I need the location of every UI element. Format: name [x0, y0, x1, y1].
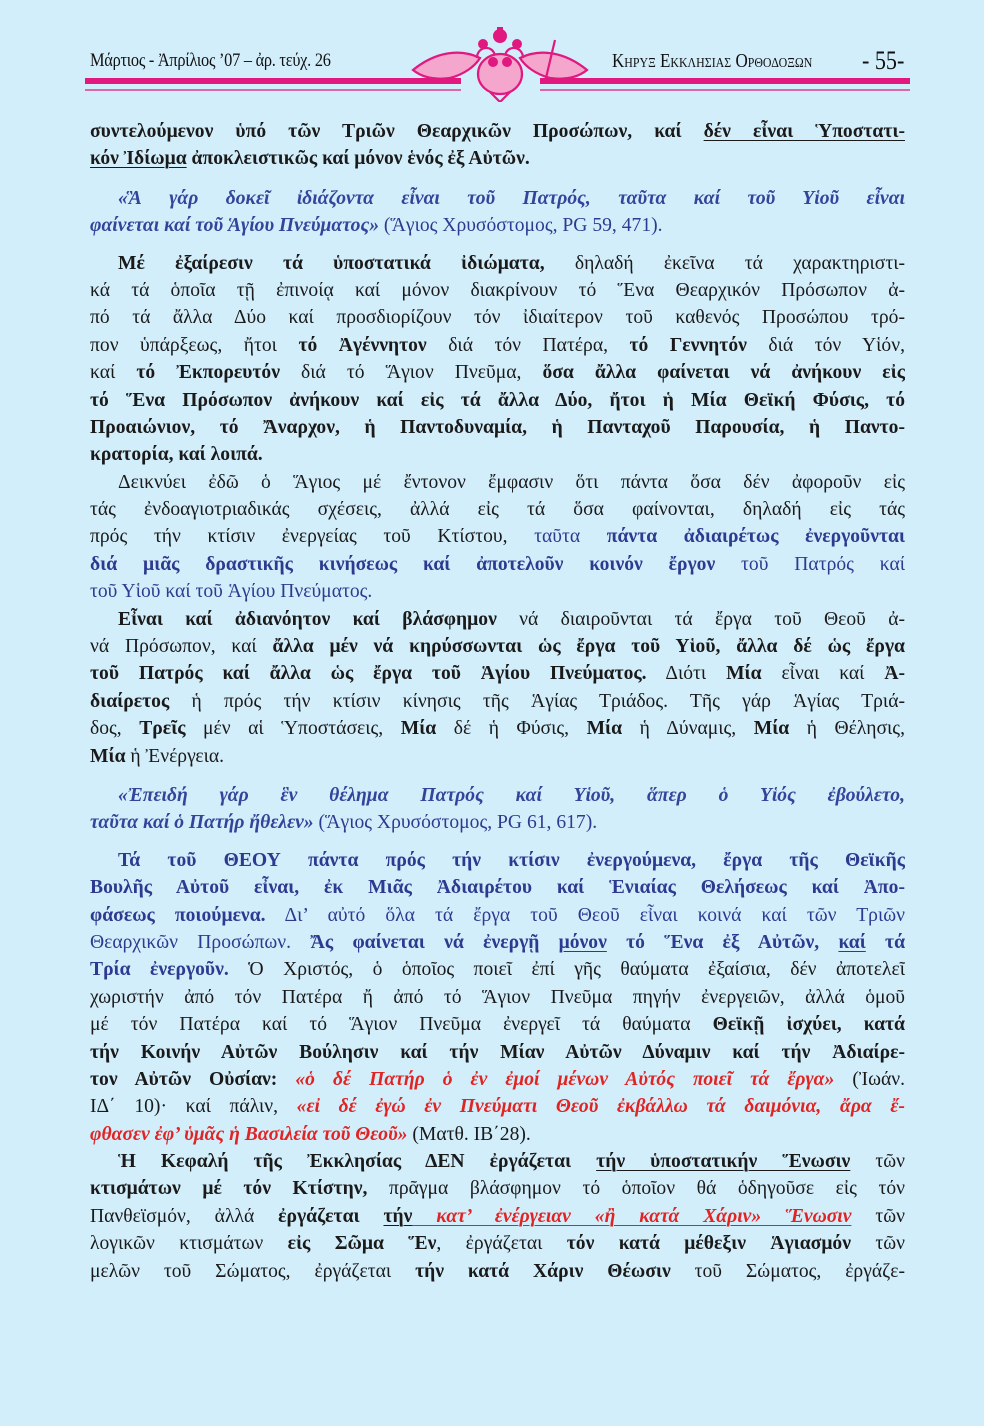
- text: χωριστήν ἀπό τόν Πατέρα ἤ ἀπό τό Ἅγιον Πνεῦμα πηγήν ἐνεργειῶν, ἀλλά ὁμοῦ: [90, 986, 905, 1008]
- text-line: [90, 1258, 905, 1285]
- blue-bold-text: τά: [865, 931, 905, 953]
- bold-text: Θεϊκῇ ἰσχύει, κατά: [712, 1014, 905, 1036]
- text-line: [90, 578, 905, 605]
- text-line: [90, 633, 905, 660]
- text: Δεικνύει ἐδῶ ὁ Ἅγιος μέ ἔντονον ἔμφασιν ὅτι πάντα ὅσα δέν ἀφοροῦν εἰς: [118, 471, 905, 493]
- text: τῶν: [850, 1151, 905, 1173]
- text-line: [90, 1011, 905, 1038]
- text: μέν αἱ Ὑποστάσεις,: [185, 718, 401, 740]
- text-line: [90, 1066, 905, 1093]
- article-body: [90, 118, 905, 1285]
- text-line: [90, 688, 905, 715]
- underlined-bold-text: καί: [838, 931, 866, 953]
- publication-title: Κηρυξ Εκκλησιας Ορθοδοξων: [612, 50, 813, 72]
- bold-text: ἀποκλειστικῶς καί μόνον ἑνός ἐξ Αὐτῶν.: [186, 148, 530, 170]
- text: διά τόν Πατέρα,: [426, 334, 630, 356]
- text-line: [90, 496, 905, 523]
- text: πρᾶγμα βλάσφημον τό ὁποῖον θά ὁδηγοῦσε εἰς τόν: [367, 1178, 905, 1200]
- bold-text: τήν Κοινήν Αὐτῶν Βούλησιν καί τήν Μίαν Αὐτῶν Δύναμιν καί τήν Ἀδιαίρε-: [90, 1041, 905, 1063]
- bold-text: τό Ἀγέννητον: [298, 334, 427, 356]
- bold-text: κτισμάτων μέ τόν Κτίστην,: [90, 1178, 368, 1200]
- blue-text: ταῦτα: [534, 526, 607, 548]
- bold-text: κρατορία, καί λοιπά.: [90, 444, 263, 466]
- text: μελῶν τοῦ Σώματος, ἐργάζεται: [90, 1260, 416, 1282]
- double-headed-eagle-icon: [405, 22, 595, 102]
- spacer: [90, 837, 905, 847]
- bold-text: Ἀ-: [884, 663, 905, 685]
- text: εἶναι καί: [761, 663, 885, 685]
- text-line: [90, 1039, 905, 1066]
- red-quote-text: φθασεν ἐφ’ ὑμᾶς ἡ Βασιλεία τοῦ Θεοῦ»: [90, 1123, 408, 1145]
- text-line: [90, 929, 905, 956]
- text: ἡ Θέλησις,: [789, 718, 905, 740]
- text: ἡ πρός τήν κτίσιν κίνησις τῆς Ἁγίας Τριάδος. Τῆς γάρ Ἁγίας Τριά-: [169, 690, 905, 712]
- text-line: [90, 304, 905, 331]
- text: δέ ἡ Φύσις,: [436, 718, 587, 740]
- text: ἡ Ἐνέργεια.: [125, 745, 225, 767]
- blue-bold-text: Τρία ἐνεργοῦν.: [90, 959, 229, 981]
- text-line: [90, 523, 905, 550]
- blue-bold-text: πάντα ἀδιαιρέτως ἐνεργοῦνται: [606, 526, 905, 548]
- citation: (Ἰωάν.: [834, 1068, 905, 1090]
- text: μέ τόν Πατέρα καί τό Ἅγιον Πνεῦμα ἐνεργεῖ τά θαύματα: [90, 1014, 713, 1036]
- spacer: [90, 173, 905, 185]
- bold-text: τό Γεννητόν: [629, 334, 747, 356]
- citation: (Ἅγιος Χρυσόστομος, PG 59, 471).: [379, 215, 663, 237]
- blue-bold-text: Τά τοῦ ΘΕΟΥ: [118, 849, 281, 871]
- text: , ἐργάζεται: [436, 1233, 567, 1255]
- text-line: [90, 902, 905, 929]
- text: λογικῶν κτισμάτων: [90, 1233, 288, 1255]
- text-line: [90, 1093, 905, 1120]
- text-line: [90, 359, 905, 386]
- bold-text: Μία: [726, 663, 762, 685]
- text-line: [90, 847, 905, 874]
- text: διά τό Ἅγιον Πνεῦμα,: [279, 362, 543, 384]
- text-line: [90, 874, 905, 901]
- text: ἡ Δύναμις,: [622, 718, 754, 740]
- text: τοῦ Σώματος, ἐργάζε-: [670, 1260, 905, 1282]
- bold-text: ὅσα ἄλλα φαίνεται νά ἀνήκουν εἰς: [542, 362, 905, 384]
- blue-bold-text: τό Ἕνα ἐξ Αὐτῶν,: [606, 931, 839, 953]
- bold-text: Τρεῖς: [139, 718, 186, 740]
- bold-text: Ἡ Κεφαλή τῆς Ἐκκλησίας ΔΕΝ ἐργάζεται: [118, 1151, 597, 1173]
- bold-text: Μέ ἐξαίρεσιν τά ὑποστατικά ἰδιώματα,: [118, 252, 545, 274]
- page-number: - 55-: [862, 46, 905, 75]
- underlined-bold-text: κόν Ἰδίωμα: [90, 148, 187, 170]
- spacer: [90, 770, 905, 782]
- text-line: [90, 743, 905, 770]
- bold-text: τό Ἕνα Πρόσωπον ἀνήκουν καί εἰς τά ἄλλα Δύο, ἤτοι ἡ Μία Θεϊκή Φύσις, τό: [90, 389, 905, 411]
- bold-text: ἐργάζεται: [278, 1205, 384, 1227]
- bold-text: τό Ἐκπορευτόν: [136, 362, 280, 384]
- text-line: [90, 250, 905, 277]
- bold-text: Μία: [586, 718, 623, 740]
- red-quote-text: «ὁ δέ Πατήρ ὁ ἐν ἐμοί μένων Αὐτός ποιεῖ τά ἔργα»: [295, 1068, 835, 1090]
- header-rule-right: [540, 78, 910, 84]
- quote-text: «Ἐπειδή γάρ ἓν θέλημα Πατρός καί Υἱοῦ, ἅπερ ὁ Υἱός ἐβούλετο,: [118, 784, 905, 806]
- text-line: [90, 1121, 905, 1148]
- quote-line: [90, 212, 905, 239]
- text: δος,: [90, 718, 140, 740]
- blue-bold-text: διά μιᾶς δραστικῆς κινήσεως καί ἀποτελοῦν κοινόν ἔργον: [90, 553, 716, 575]
- text: τῶν: [850, 1233, 905, 1255]
- citation: (Ματθ. ΙΒ΄28).: [407, 1123, 531, 1145]
- bold-text: εἰς Σῶμα Ἕν: [287, 1233, 437, 1255]
- text-line: [90, 1148, 905, 1175]
- text: νά Πρόσωπον, καί: [90, 636, 273, 658]
- bold-text: ἄλλα μέν νά κηρύσσωνται ὡς ἔργα τοῦ Υἱοῦ, ἄλλα δέ ὡς ἔργα: [272, 636, 905, 658]
- quote-line: [90, 809, 905, 836]
- text-line: [90, 145, 905, 172]
- text: πρός τήν κτίσιν ἐνεργείας τοῦ Κτίστου,: [90, 526, 535, 548]
- underlined-bold-text: δέν εἶναι Ὑποστατι-: [703, 121, 905, 142]
- text-line: [90, 1175, 905, 1202]
- red-quote-text: «εἰ δέ ἐγώ ἐν Πνεύματι Θεοῦ ἐκβάλλω τά δαιμόνια, ἄρα ἔ-: [296, 1096, 905, 1118]
- underlined-bold-text: τήν ὑποστατικήν Ἕνωσιν: [596, 1151, 851, 1173]
- bold-text: Μία: [400, 718, 437, 740]
- bold-text: συντελούμενον ὑπό τῶν Τριῶν Θεαρχικῶν Προσώπων, καί: [90, 121, 704, 142]
- text-line: [90, 551, 905, 578]
- bold-text: διαίρετος: [90, 690, 170, 712]
- quote-text: ταῦτα καί ὁ Πατήρ ἤθελεν»: [90, 812, 314, 834]
- text-line: [90, 715, 905, 742]
- text: πό τά ἄλλα Δύο καί προσδιορίζουν τόν ἰδιαίτερον τοῦ καθενός Προσώπου τρό-: [90, 307, 905, 329]
- bold-text: τοῦ Πατρός καί ἄλλα ὡς ἔργα τοῦ Ἁγίου Πνεύματος.: [90, 663, 647, 685]
- quote-text: φαίνεται καί τοῦ Ἁγίου Πνεύματος»: [90, 215, 379, 237]
- text-line: [90, 387, 905, 414]
- text: διά τόν Υἱόν,: [746, 334, 905, 356]
- issue-info: Μάρτιος - Ἀπρίλιος ’07 – ἀρ. τεύχ. 26: [90, 50, 331, 71]
- text-line: [90, 1203, 905, 1230]
- blue-bold-text: πάντα πρός τήν κτίσιν ἐνεργούμενα, ἔργα τῆς Θεϊκῆς: [280, 849, 905, 871]
- text: Ὁ Χριστός, ὁ ὁποῖος ποιεῖ ἐπί γῆς θαύματα ἐξαίσια, δέν ἀποτελεῖ: [228, 959, 905, 981]
- citation: (Ἅγιος Χρυσόστομος, PG 61, 617).: [313, 812, 598, 834]
- red-underlined-text: κατ’ ἐνέργειαν «ἢ κατά Χάριν» Ἕνωσιν: [412, 1205, 852, 1227]
- text: καί: [90, 362, 137, 384]
- text-line: [90, 441, 905, 468]
- bold-text: τον Αὐτῶν Οὐσίαν:: [90, 1068, 296, 1090]
- text: νά διαιροῦνται τά ἔργα τοῦ Θεοῦ ἀ-: [496, 608, 905, 630]
- text-line: [90, 414, 905, 441]
- blue-text: Θεαρχικῶν Προσώπων.: [90, 931, 311, 953]
- bold-text: Εἶναι καί ἀδιανόητον καί βλάσφημον: [118, 608, 497, 630]
- quote-line: [90, 185, 905, 212]
- header-rule-right-thin: [540, 89, 910, 91]
- text: τῶν: [851, 1205, 905, 1227]
- text-line: [90, 956, 905, 983]
- text: Διότι: [646, 663, 727, 685]
- text-line: [90, 469, 905, 496]
- blue-bold-text: φάσεως ποιούμενα.: [90, 904, 266, 926]
- text: ΙΔ΄ 10)· καί πάλιν,: [90, 1096, 297, 1118]
- text: κά τά ὁποῖα τῇ ἐπινοίᾳ καί μόνον διακρίνουν τό Ἕνα Θεαρχικόν Πρόσωπον ἀ-: [90, 279, 905, 301]
- blue-text: Δι’ αὐτό ὅλα τά ἔργα τοῦ Θεοῦ εἶναι κοινά καί τῶν Τριῶν: [265, 904, 905, 926]
- text-line: [90, 332, 905, 359]
- underlined-bold-text: τήν: [383, 1205, 413, 1227]
- blue-bold-text: Βουλῆς Αὐτοῦ εἶναι, ἐκ Μιᾶς Ἀδιαιρέτου καί Ἑνιαίας Θελήσεως καί Ἀπο-: [90, 877, 905, 899]
- blue-text: τοῦ Υἱοῦ καί τοῦ Ἁγίου Πνεύματος.: [90, 581, 373, 603]
- text-line: [90, 606, 905, 633]
- bold-text: τήν κατά Χάριν Θέωσιν: [415, 1260, 671, 1282]
- text-line: [90, 118, 905, 145]
- text-line: [90, 984, 905, 1011]
- bold-text: τόν κατά μέθεξιν Ἁγιασμόν: [566, 1233, 851, 1255]
- spacer: [90, 240, 905, 250]
- text: πον ὑπάρξεως, ἤτοι: [90, 334, 299, 356]
- text-line: [90, 660, 905, 687]
- blue-text: τοῦ Πατρός καί: [715, 553, 905, 575]
- quote-text: «Ἃ γάρ δοκεῖ ἰδιάζοντα εἶναι τοῦ Πατρός, ταῦτα καί τοῦ Υἱοῦ εἶναι: [118, 187, 905, 209]
- bold-text: Προαιώνιον, τό Ἄναρχον, ἡ Παντοδυναμία, ἡ Πανταχοῦ Παρουσία, ἡ Παντο-: [90, 416, 905, 438]
- bold-text: Μία: [90, 745, 126, 767]
- underlined-bold-text: μόνον: [558, 931, 607, 953]
- text: τάς ἐνδοαγιοτριαδικάς σχέσεις, ἀλλά εἰς τά ὅσα φαίνονται, δηλαδή εἰς τάς: [90, 499, 905, 521]
- bold-text: Μία: [753, 718, 790, 740]
- text: Πανθεϊσμόν, ἀλλά: [90, 1205, 279, 1227]
- text-line: [90, 1230, 905, 1257]
- page-header: [0, 0, 984, 100]
- text: δηλαδή ἐκεῖνα τά χαρακτηριστι-: [544, 252, 905, 274]
- text-line: [90, 277, 905, 304]
- quote-line: [90, 782, 905, 809]
- blue-bold-text: Ἄς φαίνεται νά ἐνεργῇ: [310, 931, 559, 953]
